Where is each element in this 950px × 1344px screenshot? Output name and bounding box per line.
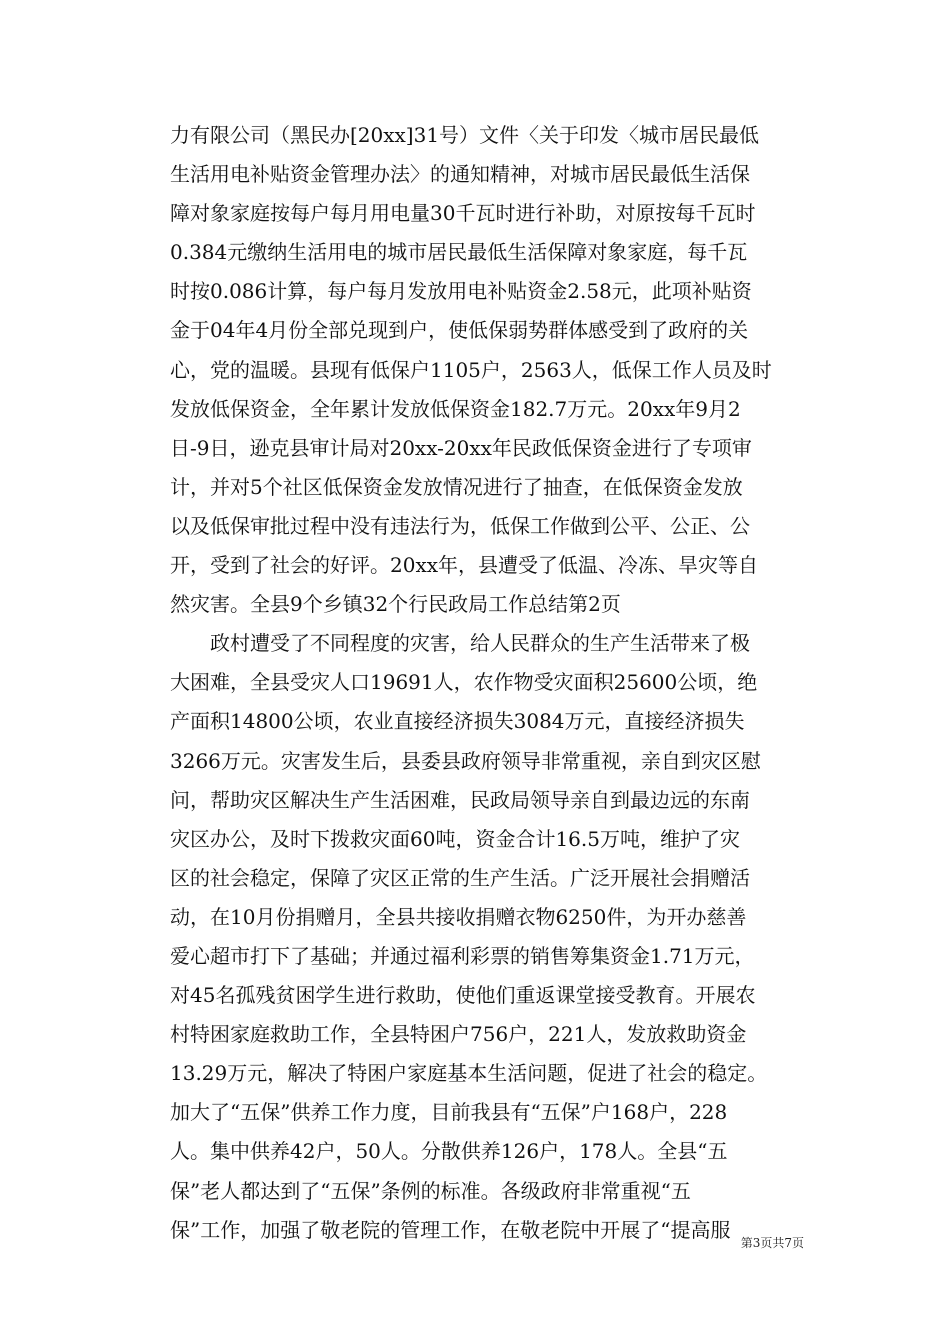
text-line: 村特困家庭救助工作，全县特困户756户，221人，发放救助资金	[170, 1022, 747, 1047]
text-line: 障对象家庭按每户每月用电量30千瓦时进行补助，对原按每千瓦时	[170, 201, 756, 226]
text-line: 大困难，全县受灾人口19691人，农作物受灾面积25600公顷，绝	[170, 670, 758, 695]
text-line: 保”工作，加强了敬老院的管理工作，在敬老院中开展了“提高服	[170, 1217, 731, 1242]
text-line: 日-9日，逊克县审计局对20xx-20xx年民政低保资金进行了专项审	[170, 435, 752, 460]
text-line: 政村遭受了不同程度的灾害，给人民群众的生产生活带来了极	[170, 631, 750, 656]
text-line: 13.29万元，解决了特困户家庭基本生活问题，促进了社会的稳定。	[170, 1061, 768, 1086]
text-line: 心，党的温暖。县现有低保户1105户，2563人，低保工作人员及时	[170, 357, 772, 382]
text-line: 3266万元。灾害发生后，县委县政府领导非常重视，亲自到灾区慰	[170, 748, 761, 773]
text-line: 以及低保审批过程中没有违法行为，低保工作做到公平、公正、公	[170, 513, 750, 538]
text-line: 灾区办公，及时下拨救灾面60吨，资金合计16.5万吨，维护了灾	[170, 826, 740, 851]
text-line: 产面积14800公顷，农业直接经济损失3084万元，直接经济损失	[170, 709, 745, 734]
text-line: 计，并对5个社区低保资金发放情况进行了抽查，在低保资金发放	[170, 474, 743, 499]
text-line: 发放低保资金，全年累计发放低保资金182.7万元。20xx年9月2	[170, 396, 741, 421]
text-line: 爱心超市打下了基础；并通过福利彩票的销售筹集资金1.71万元，	[170, 943, 755, 968]
text-line: 加大了“五保”供养工作力度，目前我县有“五保”户168户，228	[170, 1100, 728, 1125]
text-line: 动，在10月份捐赠月，全县共接收捐赠衣物6250件，为开办慈善	[170, 904, 747, 929]
text-line: 区的社会稳定，保障了灾区正常的生产生活。广泛开展社会捐赠活	[170, 865, 750, 890]
text-line: 对45名孤残贫困学生进行救助，使他们重返课堂接受教育。开展农	[170, 983, 756, 1008]
document-body	[170, 116, 810, 1250]
text-line: 生活用电补贴资金管理办法〉的通知精神，对城市居民最低生活保	[170, 162, 750, 187]
text-line: 开，受到了社会的好评。20xx年，县遭受了低温、冷冻、旱灾等自	[170, 553, 759, 578]
text-line: 时按0.086计算，每户每月发放用电补贴资金2.58元，此项补贴资	[170, 279, 752, 304]
text-line: 金于04年4月份全部兑现到户，使低保弱势群体感受到了政府的关	[170, 318, 749, 343]
text-line: 问，帮助灾区解决生产生活困难，民政局领导亲自到最边远的东南	[170, 787, 750, 812]
text-line: 人。集中供养42户，50人。分散供养126户，178人。全县“五	[170, 1139, 728, 1164]
text-line: 0.384元缴纳生活用电的城市居民最低生活保障对象家庭，每千瓦	[170, 240, 748, 265]
page-number: 第3页共7页	[740, 1236, 804, 1250]
text-line: 力有限公司（黑民办[20xx]31号）文件〈关于印发〈城市居民最低	[170, 123, 760, 147]
text-line: 保”老人都达到了“五保”条例的标准。各级政府非常重视“五	[170, 1178, 691, 1203]
text-line: 然灾害。全县9个乡镇32个行民政局工作总结第2页	[170, 592, 621, 617]
